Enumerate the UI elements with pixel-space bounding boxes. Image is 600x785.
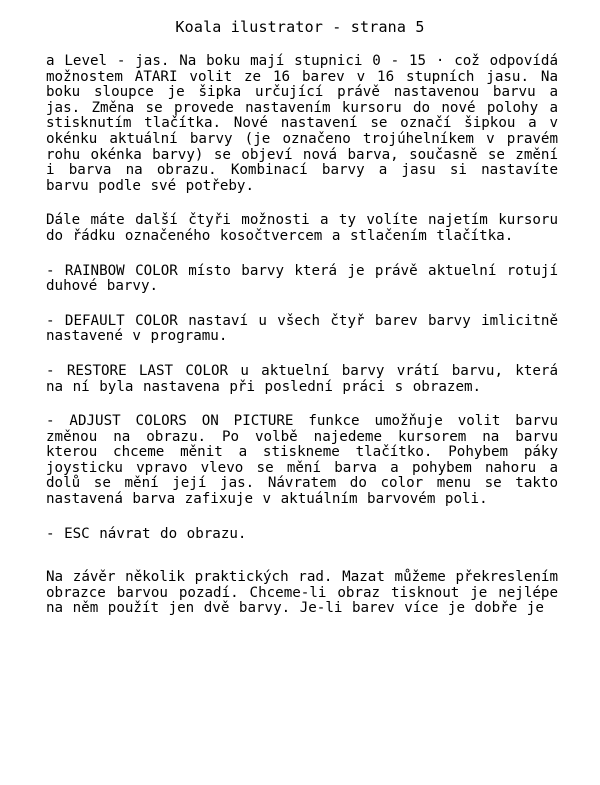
page-title: Koala ilustrator - strana 5 [175,18,425,36]
document-body [46,54,558,617]
paragraph-esc: - ESC návrat do obrazu. [46,525,247,542]
section-spacer [46,542,558,570]
paragraph-practical-tips: Na závěr několik praktických rad. Mazat můžeme překreslením obrazce barvou pozadí. Chceme-li obraz tisknout je nejlépe na něm použít jen dvě barvy. Je-li barev více je dobře je [46,569,558,617]
paragraph-adjust-colors: - ADJUST COLORS ON PICTURE funkce umožňuje volit barvu změnou na obrazu. Po volbě najedeme kursorem na barvu kterou chceme měnit a stiskneme tlačítko. Pohybem páky joysticku vpravo vlevo se mění barva a pohybem nahoru a dolů se mění její jas. Návratem do color menu se takto nastavená barva zafixuje v aktuálním barvovém poli. [46,413,558,508]
paragraph-restore-last-color: - RESTORE LAST COLOR u aktuelní barvy vrátí barvu, která na ní byla nastavena při poslední práci s obrazem. [46,362,558,395]
paragraph-options: Dále máte další čtyři možnosti a ty volíte najetím kursoru do řádku označeného kosočtvercem a stlačením tlačítka. [46,212,558,244]
paragraph-default-color: - DEFAULT COLOR nastaví u všech čtyř barev barvy imlicitně nastavené v programu. [46,312,558,345]
paragraph-rainbow-color: - RAINBOW COLOR místo barvy která je právě aktuelní rotují duhové barvy. [46,262,558,295]
paragraph-colors: a Level - jas. Na boku mají stupnici 0 - 15 · což odpovídá možnostem ATARI volit ze 16 barev v 16 stupních jasu. Na boku sloupce je šipka určující právě nastavenou barvu a jas. Změna se provede nastavením kursoru do nové polohy a stisknutím tlačítka. Nové nastavení se označí šipkou a v okénku aktuální barvy (je označeno trojúhelníkem v pravém rohu okénka barvy) se objeví nová barva, současně se změní i barva na obrazu. Kombinací barvy a jasu si nastavíte barvu podle své potřeby. [46,53,558,194]
